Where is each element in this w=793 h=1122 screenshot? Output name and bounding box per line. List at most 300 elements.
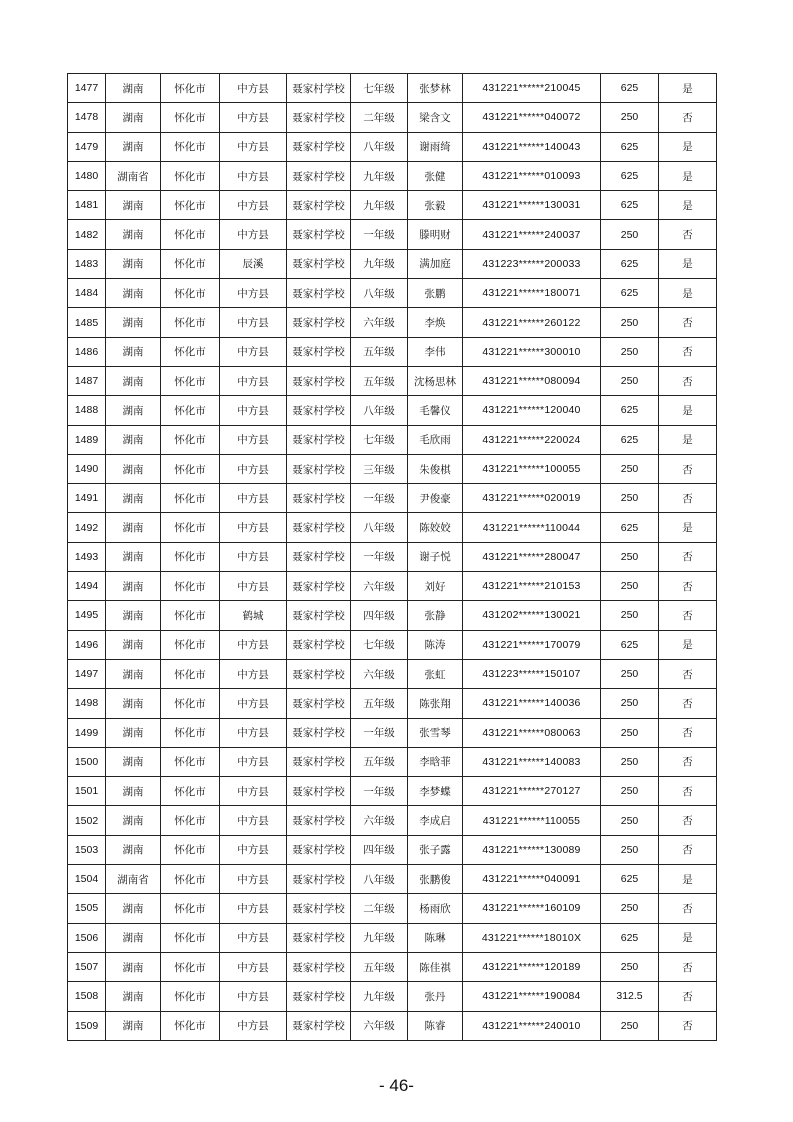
province-cell: 湖南 [106,337,161,366]
city-cell: 怀化市 [161,982,220,1011]
row-number-cell: 1483 [68,249,106,278]
province-cell: 湖南 [106,396,161,425]
table-row [68,572,717,601]
county-cell: 中方县 [220,425,287,454]
id-number-cell: 431221******240037 [463,220,601,249]
id-number-cell: 431221******020019 [463,484,601,513]
flag-cell: 否 [659,308,717,337]
amount-cell: 250 [601,337,659,366]
id-number-cell: 431221******300010 [463,337,601,366]
row-number-cell: 1484 [68,279,106,308]
table-row [68,161,717,190]
city-cell: 怀化市 [161,572,220,601]
amount-cell: 250 [601,747,659,776]
county-cell: 中方县 [220,835,287,864]
county-cell: 中方县 [220,982,287,1011]
province-cell: 湖南 [106,572,161,601]
flag-cell: 否 [659,982,717,1011]
province-cell: 湖南 [106,513,161,542]
row-number-cell: 1487 [68,366,106,395]
city-cell: 怀化市 [161,659,220,688]
row-number-cell: 1507 [68,952,106,981]
row-number-cell: 1502 [68,806,106,835]
table-row [68,777,717,806]
province-cell: 湖南 [106,923,161,952]
flag-cell: 否 [659,894,717,923]
flag-cell: 是 [659,279,717,308]
student-name-cell: 刘好 [408,572,463,601]
grade-cell: 四年级 [351,835,408,864]
table-row [68,630,717,659]
row-number-cell: 1501 [68,777,106,806]
student-name-cell: 谢雨绮 [408,132,463,161]
id-number-cell: 431221******210153 [463,572,601,601]
page-number: - 46- [379,1076,414,1095]
city-cell: 怀化市 [161,484,220,513]
id-number-cell: 431221******130031 [463,191,601,220]
school-cell: 聂家村学校 [287,366,351,395]
school-cell: 聂家村学校 [287,191,351,220]
table-row [68,894,717,923]
county-cell: 中方县 [220,923,287,952]
row-number-cell: 1481 [68,191,106,220]
city-cell: 怀化市 [161,835,220,864]
province-cell: 湖南 [106,366,161,395]
flag-cell: 是 [659,923,717,952]
id-number-cell: 431221******140043 [463,132,601,161]
student-name-cell: 李梦蝶 [408,777,463,806]
amount-cell: 250 [601,572,659,601]
id-number-cell: 431221******280047 [463,542,601,571]
row-number-cell: 1492 [68,513,106,542]
school-cell: 聂家村学校 [287,161,351,190]
flag-cell: 是 [659,161,717,190]
school-cell: 聂家村学校 [287,74,351,103]
flag-cell: 是 [659,249,717,278]
province-cell: 湖南 [106,220,161,249]
county-cell: 中方县 [220,103,287,132]
student-name-cell: 陈涛 [408,630,463,659]
flag-cell: 否 [659,366,717,395]
school-cell: 聂家村学校 [287,454,351,483]
table-row [68,337,717,366]
city-cell: 怀化市 [161,308,220,337]
flag-cell: 是 [659,425,717,454]
row-number-cell: 1479 [68,132,106,161]
student-name-cell: 李焕 [408,308,463,337]
row-number-cell: 1505 [68,894,106,923]
grade-cell: 六年级 [351,806,408,835]
amount-cell: 250 [601,659,659,688]
flag-cell: 是 [659,132,717,161]
province-cell: 湖南 [106,601,161,630]
city-cell: 怀化市 [161,542,220,571]
county-cell: 中方县 [220,806,287,835]
city-cell: 怀化市 [161,279,220,308]
county-cell: 中方县 [220,865,287,894]
student-name-cell: 张子露 [408,835,463,864]
city-cell: 怀化市 [161,689,220,718]
amount-cell: 625 [601,923,659,952]
flag-cell: 否 [659,835,717,864]
county-cell: 中方县 [220,132,287,161]
school-cell: 聂家村学校 [287,308,351,337]
grade-cell: 一年级 [351,542,408,571]
table-row [68,220,717,249]
table-row [68,806,717,835]
row-number-cell: 1478 [68,103,106,132]
grade-cell: 七年级 [351,425,408,454]
table-row [68,425,717,454]
flag-cell: 是 [659,74,717,103]
grade-cell: 六年级 [351,1011,408,1040]
province-cell: 湖南 [106,454,161,483]
school-cell: 聂家村学校 [287,806,351,835]
row-number-cell: 1491 [68,484,106,513]
student-name-cell: 张毅 [408,191,463,220]
row-number-cell: 1499 [68,718,106,747]
amount-cell: 250 [601,689,659,718]
amount-cell: 625 [601,74,659,103]
city-cell: 怀化市 [161,396,220,425]
grade-cell: 六年级 [351,659,408,688]
province-cell: 湖南 [106,132,161,161]
table-row [68,659,717,688]
amount-cell: 250 [601,220,659,249]
student-name-cell: 陈张翔 [408,689,463,718]
table-row [68,484,717,513]
province-cell: 湖南 [106,982,161,1011]
school-cell: 聂家村学校 [287,542,351,571]
grade-cell: 五年级 [351,747,408,776]
county-cell: 中方县 [220,572,287,601]
flag-cell: 否 [659,952,717,981]
county-cell: 中方县 [220,74,287,103]
province-cell: 湖南 [106,542,161,571]
flag-cell: 是 [659,396,717,425]
school-cell: 聂家村学校 [287,982,351,1011]
table-body [68,74,717,1041]
city-cell: 怀化市 [161,747,220,776]
county-cell: 中方县 [220,191,287,220]
table-row [68,279,717,308]
grade-cell: 七年级 [351,630,408,659]
school-cell: 聂家村学校 [287,396,351,425]
flag-cell: 是 [659,865,717,894]
student-subsidy-table [67,73,717,1041]
table-row [68,865,717,894]
province-cell: 湖南 [106,249,161,278]
school-cell: 聂家村学校 [287,894,351,923]
student-name-cell: 沈杨思林 [408,366,463,395]
county-cell: 中方县 [220,513,287,542]
id-number-cell: 431221******210045 [463,74,601,103]
row-number-cell: 1489 [68,425,106,454]
table-row [68,191,717,220]
row-number-cell: 1486 [68,337,106,366]
county-cell: 辰溪 [220,249,287,278]
city-cell: 怀化市 [161,806,220,835]
grade-cell: 六年级 [351,572,408,601]
amount-cell: 625 [601,249,659,278]
school-cell: 聂家村学校 [287,718,351,747]
county-cell: 中方县 [220,777,287,806]
school-cell: 聂家村学校 [287,572,351,601]
id-number-cell: 431221******160109 [463,894,601,923]
id-number-cell: 431221******080063 [463,718,601,747]
id-number-cell: 431221******040072 [463,103,601,132]
county-cell: 中方县 [220,161,287,190]
student-name-cell: 李伟 [408,337,463,366]
grade-cell: 九年级 [351,923,408,952]
student-name-cell: 朱俊棋 [408,454,463,483]
county-cell: 中方县 [220,454,287,483]
id-number-cell: 431221******18010X [463,923,601,952]
school-cell: 聂家村学校 [287,103,351,132]
student-name-cell: 杨雨欣 [408,894,463,923]
flag-cell: 否 [659,777,717,806]
city-cell: 怀化市 [161,513,220,542]
grade-cell: 八年级 [351,396,408,425]
student-name-cell: 尹俊豪 [408,484,463,513]
grade-cell: 八年级 [351,279,408,308]
amount-cell: 250 [601,835,659,864]
city-cell: 怀化市 [161,337,220,366]
table-row [68,366,717,395]
province-cell: 湖南 [106,1011,161,1040]
id-number-cell: 431221******080094 [463,366,601,395]
amount-cell: 625 [601,191,659,220]
id-number-cell: 431221******010093 [463,161,601,190]
flag-cell: 是 [659,630,717,659]
province-cell: 湖南 [106,689,161,718]
county-cell: 中方县 [220,484,287,513]
table-row [68,103,717,132]
province-cell: 湖南 [106,835,161,864]
amount-cell: 625 [601,279,659,308]
school-cell: 聂家村学校 [287,601,351,630]
school-cell: 聂家村学校 [287,132,351,161]
row-number-cell: 1498 [68,689,106,718]
id-number-cell: 431221******270127 [463,777,601,806]
student-name-cell: 张梦林 [408,74,463,103]
county-cell: 中方县 [220,894,287,923]
id-number-cell: 431221******180071 [463,279,601,308]
student-name-cell: 谢子悦 [408,542,463,571]
row-number-cell: 1503 [68,835,106,864]
table-row [68,1011,717,1040]
county-cell: 中方县 [220,689,287,718]
table-row [68,835,717,864]
county-cell: 中方县 [220,396,287,425]
row-number-cell: 1493 [68,542,106,571]
student-name-cell: 张丹 [408,982,463,1011]
amount-cell: 250 [601,806,659,835]
school-cell: 聂家村学校 [287,747,351,776]
province-cell: 湖南省 [106,161,161,190]
row-number-cell: 1506 [68,923,106,952]
school-cell: 聂家村学校 [287,337,351,366]
county-cell: 中方县 [220,747,287,776]
table-row [68,542,717,571]
city-cell: 怀化市 [161,220,220,249]
city-cell: 怀化市 [161,777,220,806]
grade-cell: 八年级 [351,132,408,161]
amount-cell: 250 [601,952,659,981]
grade-cell: 五年级 [351,366,408,395]
city-cell: 怀化市 [161,1011,220,1040]
city-cell: 怀化市 [161,718,220,747]
city-cell: 怀化市 [161,865,220,894]
row-number-cell: 1488 [68,396,106,425]
id-number-cell: 431221******120040 [463,396,601,425]
city-cell: 怀化市 [161,923,220,952]
flag-cell: 否 [659,689,717,718]
flag-cell: 否 [659,718,717,747]
city-cell: 怀化市 [161,952,220,981]
grade-cell: 一年级 [351,220,408,249]
student-name-cell: 滕明财 [408,220,463,249]
amount-cell: 625 [601,132,659,161]
school-cell: 聂家村学校 [287,220,351,249]
flag-cell: 否 [659,484,717,513]
student-name-cell: 张健 [408,161,463,190]
amount-cell: 250 [601,718,659,747]
table-row [68,249,717,278]
school-cell: 聂家村学校 [287,425,351,454]
row-number-cell: 1508 [68,982,106,1011]
county-cell: 中方县 [220,308,287,337]
grade-cell: 九年级 [351,249,408,278]
school-cell: 聂家村学校 [287,249,351,278]
county-cell: 中方县 [220,659,287,688]
grade-cell: 五年级 [351,952,408,981]
student-name-cell: 毛馨仪 [408,396,463,425]
city-cell: 怀化市 [161,601,220,630]
county-cell: 中方县 [220,718,287,747]
row-number-cell: 1490 [68,454,106,483]
amount-cell: 250 [601,103,659,132]
amount-cell: 250 [601,601,659,630]
id-number-cell: 431221******110055 [463,806,601,835]
id-number-cell: 431202******130021 [463,601,601,630]
id-number-cell: 431221******190084 [463,982,601,1011]
flag-cell: 否 [659,220,717,249]
row-number-cell: 1482 [68,220,106,249]
id-number-cell: 431223******150107 [463,659,601,688]
city-cell: 怀化市 [161,103,220,132]
school-cell: 聂家村学校 [287,777,351,806]
city-cell: 怀化市 [161,161,220,190]
amount-cell: 250 [601,366,659,395]
grade-cell: 七年级 [351,74,408,103]
grade-cell: 八年级 [351,865,408,894]
city-cell: 怀化市 [161,894,220,923]
province-cell: 湖南 [106,747,161,776]
table-row [68,454,717,483]
grade-cell: 六年级 [351,308,408,337]
amount-cell: 312.5 [601,982,659,1011]
table-row [68,747,717,776]
amount-cell: 250 [601,308,659,337]
student-name-cell: 毛欣雨 [408,425,463,454]
amount-cell: 250 [601,484,659,513]
flag-cell: 否 [659,601,717,630]
student-name-cell: 陈佳祺 [408,952,463,981]
student-name-cell: 张鹏 [408,279,463,308]
school-cell: 聂家村学校 [287,630,351,659]
city-cell: 怀化市 [161,630,220,659]
province-cell: 湖南 [106,659,161,688]
student-name-cell: 陈琳 [408,923,463,952]
province-cell: 湖南 [106,630,161,659]
table-row [68,718,717,747]
school-cell: 聂家村学校 [287,865,351,894]
table-row [68,308,717,337]
flag-cell: 否 [659,747,717,776]
row-number-cell: 1495 [68,601,106,630]
flag-cell: 否 [659,542,717,571]
id-number-cell: 431221******170079 [463,630,601,659]
amount-cell: 250 [601,894,659,923]
school-cell: 聂家村学校 [287,689,351,718]
county-cell: 中方县 [220,952,287,981]
student-name-cell: 张虹 [408,659,463,688]
flag-cell: 否 [659,337,717,366]
student-name-cell: 李成启 [408,806,463,835]
student-name-cell: 满加庭 [408,249,463,278]
province-cell: 湖南 [106,484,161,513]
school-cell: 聂家村学校 [287,923,351,952]
grade-cell: 五年级 [351,689,408,718]
city-cell: 怀化市 [161,249,220,278]
school-cell: 聂家村学校 [287,279,351,308]
province-cell: 湖南 [106,279,161,308]
city-cell: 怀化市 [161,132,220,161]
grade-cell: 一年级 [351,484,408,513]
row-number-cell: 1485 [68,308,106,337]
table-row [68,923,717,952]
id-number-cell: 431221******040091 [463,865,601,894]
amount-cell: 250 [601,777,659,806]
amount-cell: 625 [601,396,659,425]
table-row [68,601,717,630]
student-name-cell: 陈姣姣 [408,513,463,542]
id-number-cell: 431221******140036 [463,689,601,718]
county-cell: 中方县 [220,220,287,249]
id-number-cell: 431221******100055 [463,454,601,483]
province-cell: 湖南 [106,718,161,747]
id-number-cell: 431221******240010 [463,1011,601,1040]
city-cell: 怀化市 [161,74,220,103]
amount-cell: 625 [601,865,659,894]
grade-cell: 九年级 [351,982,408,1011]
county-cell: 中方县 [220,337,287,366]
province-cell: 湖南 [106,894,161,923]
row-number-cell: 1480 [68,161,106,190]
flag-cell: 否 [659,659,717,688]
amount-cell: 250 [601,542,659,571]
flag-cell: 是 [659,513,717,542]
student-name-cell: 张静 [408,601,463,630]
grade-cell: 二年级 [351,894,408,923]
row-number-cell: 1500 [68,747,106,776]
grade-cell: 九年级 [351,191,408,220]
amount-cell: 250 [601,454,659,483]
school-cell: 聂家村学校 [287,484,351,513]
flag-cell: 否 [659,454,717,483]
city-cell: 怀化市 [161,366,220,395]
